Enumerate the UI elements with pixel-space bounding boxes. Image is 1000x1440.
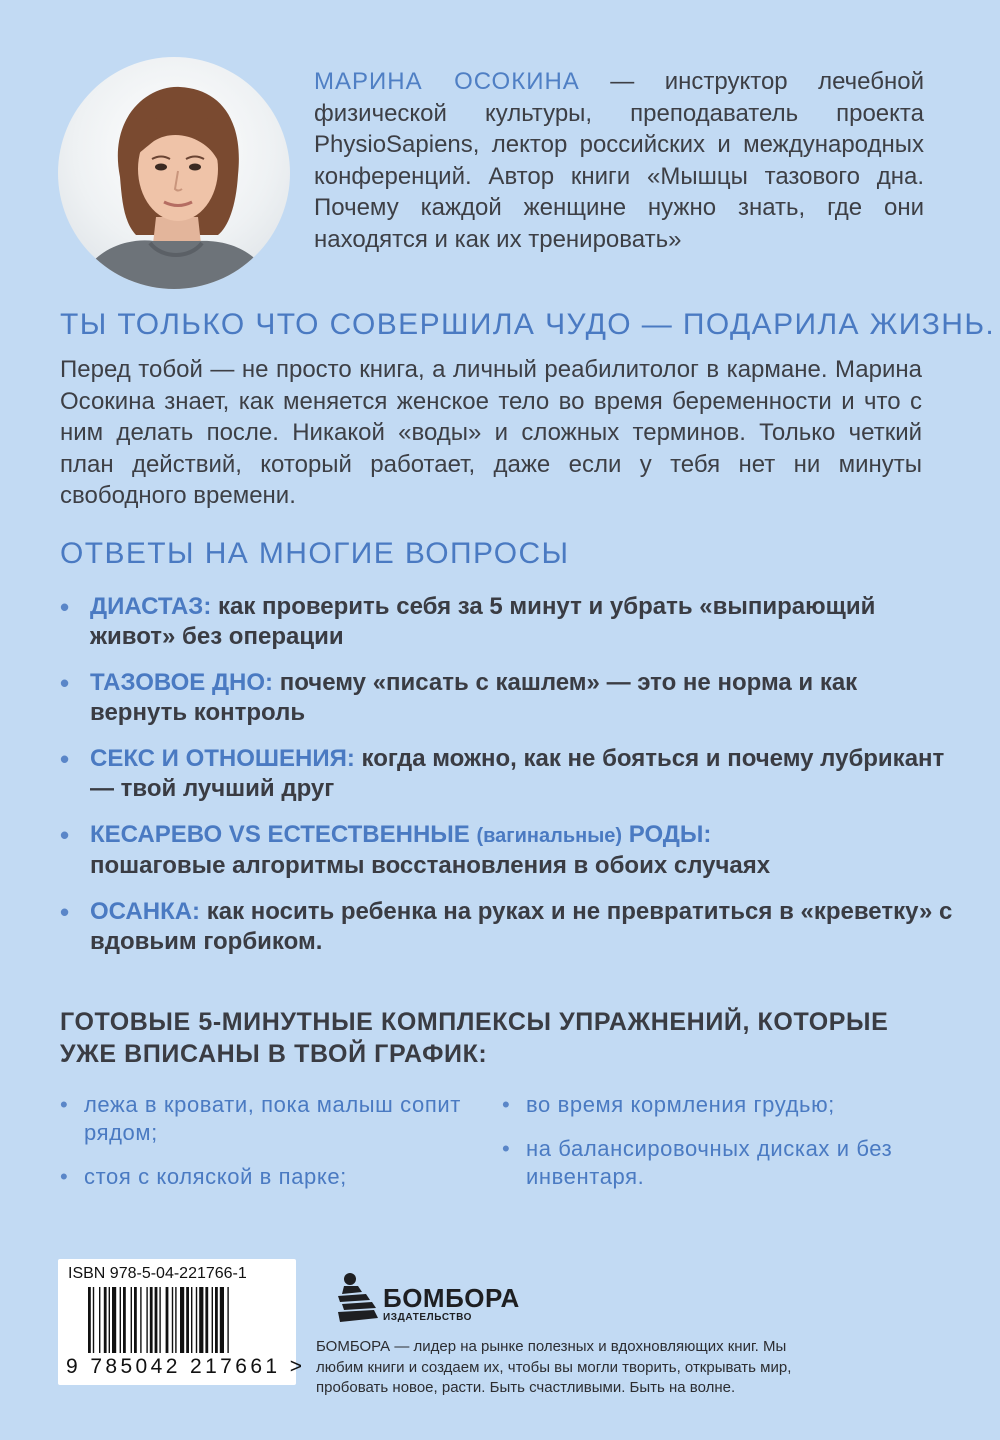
publisher-name: БОМБОРА [383, 1283, 520, 1313]
topic-label: СЕКС И ОТНОШЕНИЯ: [90, 745, 355, 772]
exercise-column-right [502, 1091, 922, 1207]
list-item [60, 897, 960, 957]
bullet-icon: • [60, 592, 70, 622]
topic-text: почему «писать с кашлем» — это не норма и как вернуть контроль [90, 669, 858, 726]
publisher-subtitle: ИЗДАТЕЛЬСТВО [383, 1312, 473, 1323]
list-item [60, 668, 960, 728]
list-item [60, 1091, 480, 1147]
bullet-icon: • [60, 820, 70, 850]
author-name: МАРИНА ОСОКИНА [314, 68, 580, 95]
list-item [60, 820, 960, 881]
answers-section-title: ОТВЕТЫ НА МНОГИЕ ВОПРОСЫ [60, 537, 570, 570]
author-bio [314, 66, 924, 255]
author-photo [58, 57, 290, 289]
list-item [502, 1135, 922, 1191]
topic-label: ОСАНКА: [90, 898, 201, 925]
exercise-column-left [60, 1091, 480, 1207]
bullet-icon: • [60, 668, 70, 698]
bullet-icon: • [60, 897, 70, 927]
bullet-icon: • [502, 1092, 511, 1117]
answers-list [60, 592, 960, 973]
exercise-text: во время кормления грудью; [526, 1092, 835, 1117]
barcode-digits: 9 785042 217661 > [66, 1355, 306, 1378]
headline: ТЫ ТОЛЬКО ЧТО СОВЕРШИЛА ЧУДО — ПОДАРИЛА ЖИЗНЬ. [60, 308, 996, 341]
publisher-logo-icon [336, 1272, 380, 1324]
topic-label: ТАЗОВОЕ ДНО: [90, 669, 274, 696]
topic-text: как носить ребенка на руках и не превратиться в «креветку» с вдовьим горбиком. [90, 898, 953, 955]
complexes-title: ГОТОВЫЕ 5-МИНУТНЫЕ КОМПЛЕКСЫ УПРАЖНЕНИЙ, КОТОРЫЕ УЖЕ ВПИСАНЫ В ТВОЙ ГРАФИК: [60, 1008, 889, 1068]
topic-text: когда можно, как не бояться и почему лубрикант — твой лучший друг [90, 745, 945, 802]
isbn-label: ISBN 978-5-04-221766-1 [68, 1265, 247, 1282]
intro-paragraph: Перед тобой — не просто книга, а личный реабилитолог в кармане. Марина Осокина знает, как меняется женское тело во время беременности и что с ним делать после. Никакой «воды» и сложных терминов. Только четкий план действий, который работает, даже если у тебя нет ни минуты свободного времени. [60, 356, 922, 509]
list-item [60, 1163, 480, 1191]
exercise-text: на балансировочных дисках и без инвентаря. [526, 1136, 893, 1189]
author-portrait-illustration [58, 57, 290, 289]
list-item [60, 744, 960, 804]
publisher-description: БОМБОРА — лидер на рынке полезных и вдохновляющих книг. Мы любим книги и создаем их, чтобы вы могли творить, открывать мир, пробовать новое, расти. Быть счастливыми. Быть на волне. [316, 1338, 792, 1396]
exercise-text: лежа в кровати, пока малыш сопит рядом; [84, 1092, 461, 1145]
bullet-icon: • [60, 1092, 69, 1117]
author-bio-text: — инструктор лечебной физической культуры, преподаватель проекта PhysioSapiens, лектор российских и международных конференций. Автор книги «Мышцы тазового дна. Почему каждой женщине нужно знать, где они находятся и как их тренировать» [314, 68, 924, 253]
bullet-icon: • [502, 1136, 511, 1161]
topic-label: КЕСАРЕВО VS ЕСТЕСТВЕННЫЕ [90, 821, 477, 848]
exercise-text: стоя с коляской в парке; [84, 1164, 347, 1189]
list-item [502, 1091, 922, 1119]
bullet-icon: • [60, 1164, 69, 1189]
bullet-icon: • [60, 744, 70, 774]
barcode [58, 1259, 306, 1385]
topic-label: ДИАСТАЗ: [90, 593, 212, 620]
topic-label-note: (вагинальные) [476, 825, 623, 847]
barcode-bars [88, 1287, 278, 1357]
topic-label-end: РОДЫ: [622, 821, 712, 848]
topic-text: как проверить себя за 5 минут и убрать «выпирающий живот» без операции [90, 593, 876, 650]
topic-text: пошаговые алгоритмы восстановления в обоих случаях [90, 852, 771, 879]
list-item [60, 592, 960, 652]
